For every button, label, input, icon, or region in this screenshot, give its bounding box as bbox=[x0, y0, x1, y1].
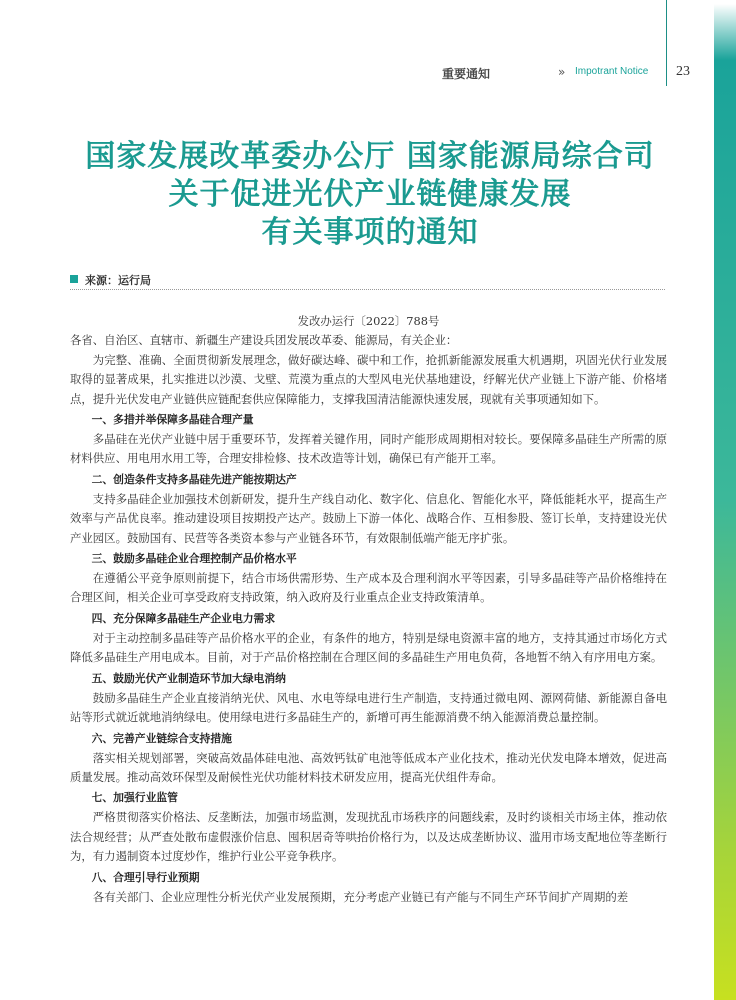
section-name: 重要通知 bbox=[441, 67, 490, 81]
section-heading: 六、完善产业链综合支持措施 bbox=[91, 731, 232, 745]
section-heading: 五、鼓励光伏产业制造环节加大绿电消纳 bbox=[91, 671, 286, 685]
page-number: 23 bbox=[676, 64, 690, 79]
section-paragraph: 各有关部门、企业应理性分析光伏产业发展预期，充分考虑产业链已有产能与不同生产环节间扩产周期的差 bbox=[92, 889, 629, 904]
section-heading: 一、多措并举保障多晶硅合理产量 bbox=[91, 413, 254, 427]
section-paragraph: 在遵循公平竞争原则前提下，结合市场供需形势、生产成本及合理利润水平等因素，引导多晶硅等产品价格维持在合理区间，相关企业可享受政府支持政策，纳入政府及行业重点企业支持政策清单。 bbox=[70, 571, 667, 605]
salutation: 各省、自治区、直辖市、新疆生产建设兵团发展改革委、能源局，有关企业： bbox=[70, 333, 458, 348]
section-heading: 三、鼓励多晶硅企业合理控制产品价格水平 bbox=[91, 552, 297, 566]
intro-paragraph: 为完整、准确、全面贯彻新发展理念，做好碳达峰、碳中和工作，抢抓新能源发展重大机遇期，巩固光伏行业发展取得的显著成果，扎实推进以沙漠、戈壁、荒漠为重点的大型风电光伏基地建设，纾解光伏产业链上下游产能、价格堵点，提升光伏发电产业链供应链配套供应保障能力，支撑我国清洁能源快速发展，现就有关事项通知如下。 bbox=[70, 352, 667, 406]
title-line-3: 有关事项的通知 bbox=[261, 215, 479, 250]
title-line-2: 关于促进光伏产业链健康发展 bbox=[168, 177, 572, 212]
source-row bbox=[70, 272, 665, 288]
article-body bbox=[70, 312, 667, 907]
dotted-divider bbox=[70, 289, 665, 290]
section-paragraph: 对于主动控制多晶硅等产品价格水平的企业，有条件的地方，特别是绿电资源丰富的地方，支持其通过市场化方式降低多晶硅生产用电成本。目前，对于产品价格控制在合理区间的多晶硅生产用电负荷，各地暂不纳入有序用电方案。 bbox=[70, 630, 667, 665]
section-heading: 七、加强行业监管 bbox=[91, 791, 178, 805]
square-bullet-icon bbox=[70, 275, 78, 283]
title-line-1: 国家发展改革委办公厅 国家能源局综合司 bbox=[85, 139, 655, 174]
side-decoration-bar bbox=[714, 0, 736, 1000]
section-heading: 四、充分保障多晶硅生产企业电力需求 bbox=[91, 611, 276, 625]
page-title bbox=[60, 138, 680, 252]
section-paragraph: 落实相关规划部署，突破高效晶体硅电池、高效钙钛矿电池等低成本产业化技术，推动光伏发电降本增效，促进高质量发展。推动高效环保型及耐候性光伏功能材料技术研发应用，提高光伏组件寿命。 bbox=[70, 750, 667, 784]
section-paragraph: 支持多晶硅企业加强技术创新研发，提升生产线自动化、数字化、信息化、智能化水平，降低能耗水平，提高生产效率与产品优良率。推动建设项目按期投产达产。鼓励上下游一体化、战略合作、互相参股、签订长单，支持建设光伏产业园区。鼓励国有、民营等各类资本参与产业链各环节，有效限制低端产能无序扩张。 bbox=[70, 491, 667, 545]
source-label: 来源：运行局 bbox=[85, 274, 151, 287]
section-heading: 八、合理引导行业预期 bbox=[91, 870, 200, 884]
page-header bbox=[0, 65, 690, 85]
section-paragraph: 鼓励多晶硅生产企业直接消纳光伏、风电、水电等绿电进行生产制造，支持通过微电网、源网荷储、新能源自备电站等形式就近就地消纳绿电。使用绿电进行多晶硅生产的，新增可再生能源消费不纳入能源消费总量控制。 bbox=[70, 690, 667, 725]
section-heading: 二、创造条件支持多晶硅先进产能按期达产 bbox=[91, 472, 297, 486]
section-paragraph: 严格贯彻落实价格法、反垄断法，加强市场监测，发现扰乱市场秩序的问题线索，及时约谈相关市场主体，推动依法合规经营；从严查处散布虚假涨价信息、囤积居奇等哄抬价格行为，以及达成垄断协议、滥用市场支配地位等垄断行为，有力遏制资本过度炒作，维护行业公平竞争秩序。 bbox=[70, 810, 667, 864]
chevron-right-icon: » bbox=[558, 65, 566, 79]
document-number: 发改办运行〔2022〕788号 bbox=[297, 314, 440, 328]
section-name-en: Impotrant Notice bbox=[575, 66, 649, 77]
section-paragraph: 多晶硅在光伏产业链中居于重要环节，发挥着关键作用，同时产能形成周期相对较长。要保障多晶硅生产所需的原材料供应、用电用水用工等，合理安排检修、技术改造等计划，确保已有产能开工率。 bbox=[70, 432, 667, 466]
